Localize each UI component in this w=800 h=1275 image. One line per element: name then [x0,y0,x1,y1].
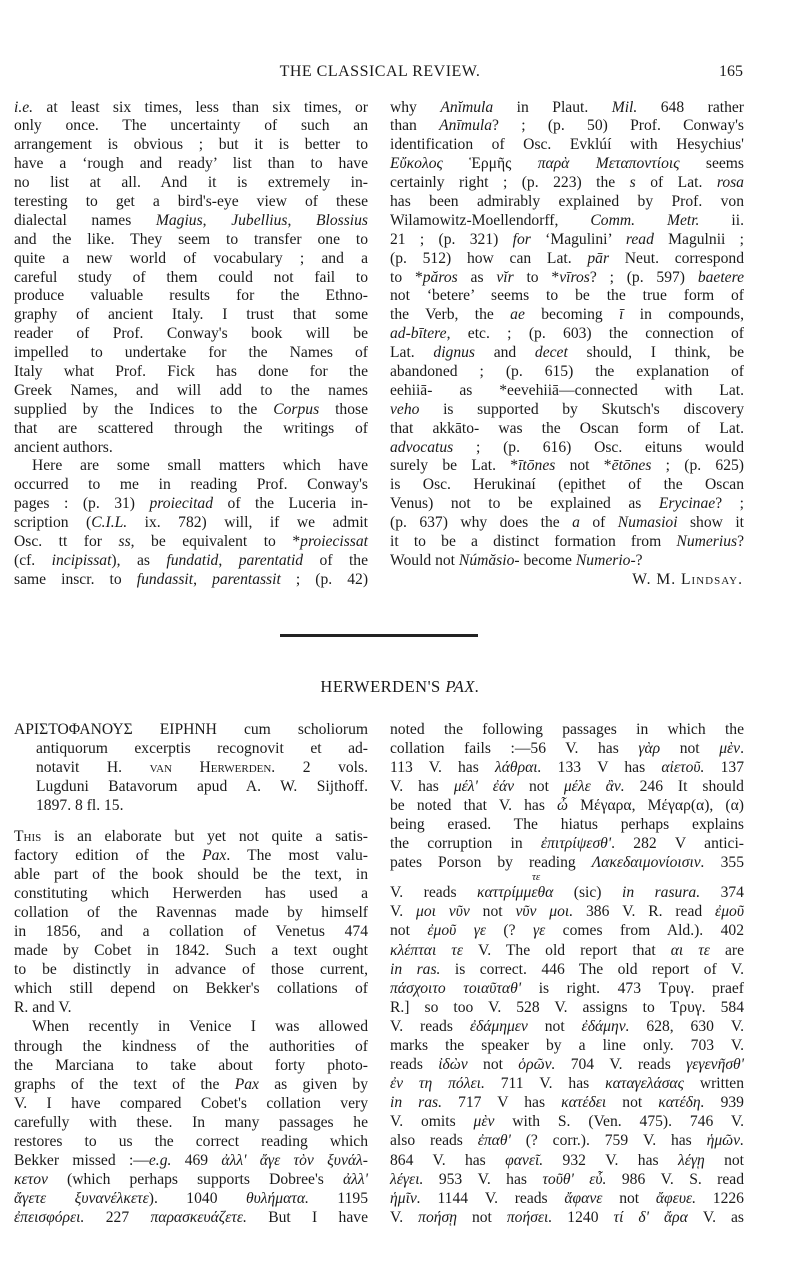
text-line: graphs of the text of the Pax as given by [14,1075,368,1093]
page-number: 165 [719,63,743,80]
text-line: ΑΡΙΣΤΟΦΑΝΟΥΣ ΕΙΡΗΝΗ cum scholiorum [14,720,368,738]
text-line: teresting to get a bird's-eye view of these [14,192,368,210]
text-line: which still depend on Bekker's collations of [14,980,368,998]
text-line: ἐπεισφόρει. 227 παρασκευάζετε. But I have [14,1209,368,1227]
text-line: to *păros as vĭr to *vīros? ; (p. 597) baetere [390,268,744,286]
text-line: why Anĭmula in Plaut. Mil. 648 rather [390,98,744,116]
text-line: being erased. The hiatus perhaps explains [390,815,744,833]
text-line: ἡμῖν. 1144 V. reads ἄφανε not ἄφευε. 1226 [390,1189,744,1207]
text-line: have a ‘rough and ready’ list than to have [14,155,368,173]
text-line: V. μοι νῦν not νῦν μοι. 386 V. R. read ἐμοῦ [390,903,744,921]
text-line: Bekker missed :—e.g. 469 ἀλλ' ἄγε τὸν ξυνάλ- [14,1152,369,1170]
text-line: restores to us the correct reading which [14,1133,368,1150]
author-signature: W. M. Lindsay. [632,571,743,588]
text-line: the Verb, the ae becoming ī in compounds, [390,306,745,324]
text-line: that are scattered through the writings of [14,419,368,437]
text-line: Would not Númăsio- become Numerio-? [390,551,643,569]
text-line: it to be a distinct formation from Numerius? [390,532,744,550]
paragraph [14,827,368,1018]
text-line: in ras. is correct. 446 The old report of V. [390,960,744,978]
text-line: 21 ; (p. 321) for ‘Magulini’ read Magulnii ; [390,230,744,248]
bottom-left-column [14,827,368,1228]
text-line: than Anīmula? ; (p. 50) Prof. Conway's [390,117,745,135]
text-line: (p. 637) why does the a of Numasioi show it [390,514,745,532]
text-line: advocatus ; (p. 616) Osc. eituns would [390,438,744,456]
text-line: i.e. at least six times, less than six times, or [14,98,368,116]
text-line: surely be Lat. *ītōnes not *ētōnes ; (p. 625) [390,457,744,475]
text-line: graphy of ancient Italy. I trust that some [14,306,368,324]
text-line: 1897. 8 fl. 15. [36,796,124,814]
text-line: that akkāto- was the Oscan form of Lat. [390,419,744,437]
article-title [0,677,800,697]
text-line: and the like. They seem to transfer one to [14,230,368,248]
text-line: certainly right ; (p. 223) the s of Lat. rosa [390,174,744,192]
text-line: V. has μέλ' ἐάν not μέλε ἂν. 246 It should [390,777,744,795]
text-line: collation of the Ravennas made by himself [14,903,368,921]
text-line: 113 V. has λάθραι. 133 V has αἰετοῦ. 137 [390,758,744,776]
text-line: carefully with these. In many passages he [14,1113,368,1131]
text-line: veho is supported by Skutsch's discovery [390,400,744,418]
text-line: V. ποήσῃ not ποήσει. 1240 τί δ' ἄρα V. as [390,1208,744,1226]
text-line: occurred to me in reading Prof. Conway's [14,476,368,494]
text-line: produce valuable results for the Ethno- [14,287,368,305]
text-line: constituting which Herwerden has used a [14,884,368,902]
text-line: also reads ἐπαθ' (? corr.). 759 V. has ἡμῶν. [390,1132,744,1150]
bottom-right-column [390,720,744,1227]
text-line: notavit H. van Herwerden. 2 vols. [36,758,368,776]
article-title-italic: PAX. [445,677,480,696]
text-line: be noted that V. has ὦ Μέγαρα, Μέγαρ(α), (α) [390,796,744,814]
text-line: ancient authors. [14,438,113,456]
paragraph [390,720,744,873]
text-line: Venus) not to be explained as Erycinae? ; [390,495,744,513]
text-line: Εὔκολος Ἑρμῆς παρὰ Μεταποντίοις seems [390,155,744,173]
text-line: abandoned ; (p. 615) the explanation of [390,362,744,380]
text-line: (cf. incipissat), as fundatid, parentatid of the [14,551,368,569]
superscript-correction: τε [532,871,541,884]
article-title-main: HERWERDEN'S [320,677,446,696]
text-line: Lat. dignus and decet should, I think, be [390,344,745,362]
text-line: V. reads καττρίμμεθα (sic) in rasura. 374 [390,884,744,902]
text-line: supplied by the Indices to the Corpus those [14,400,368,418]
text-line: quite a new world of vocabulary ; and a [14,249,368,267]
text-line: only once. The uncertainty of such an [14,117,368,135]
text-line: V. omits μὲν with S. (Ven. 475). 746 V. [390,1113,744,1131]
text-line: Here are some small matters which have [32,457,368,475]
text-line: to be distinctly in advance of those current, [14,961,368,979]
text-line: identification of Osc. Evklúí with Hesychius' [390,136,744,154]
text-line: V. I have compared Cobet's collation very [14,1094,368,1112]
paragraph [390,883,744,1227]
text-line: Lugduni Batavorum apud A. W. Sijthoff. [36,777,368,795]
text-line: made by Cobet in 1842. Such a text ought [14,942,368,960]
text-line: in ras. 717 V has κατέδει not κατέδη. 939 [390,1094,744,1112]
text-line: has been admirably explained by Prof. von [390,192,744,210]
text-line: not ἐμοῦ γε (? γε comes from Ald.). 402 [390,922,745,940]
text-line: κετον (which perhaps supports Dobree's ἀλλ' [14,1171,368,1189]
text-line: arrangement is obvious ; but it is better to [14,136,368,154]
text-line: in 1856, and a collation of Venetus 474 [14,922,368,940]
bibliographic-entry [14,720,368,815]
text-line: 864 V. has φανεῖ. 932 V. has λέγῃ not [390,1151,744,1169]
text-line: through the kindness of the authorities of [14,1037,368,1055]
text-line: impelled to undertake for the Names of [14,344,368,362]
text-line: ἄγετε ξυνανέλκετε). 1040 θυλήματα. 1195 [14,1190,368,1208]
text-line: careful study of them could not fail to [14,268,368,286]
text-line: pages : (p. 31) proiecitad of the Luceria in- [14,495,368,513]
text-line: the Marciana to take about forty photo- [14,1056,368,1074]
text-line: Italy what Prof. Fick has done for the [14,362,368,380]
paragraph [14,99,368,458]
top-left-column [14,99,368,590]
text-line: is Osc. Herukinaí (epithet of the Oscan [390,476,744,494]
bottom-right-part-a [390,720,744,873]
text-line: Greek Names, and will add to the names [14,381,368,399]
text-line: πάσχοιτο τοιαῦταθ' is right. 473 Τρυγ. praef [390,979,744,997]
text-line: marks the speaker by a line only. 703 V. [390,1037,744,1054]
text-line: R.] so too V. 528 V. assigns to Τρυγ. 584 [390,998,744,1016]
text-line: pates Porson by reading Λακεδαιμονίοισιν. 355 [390,854,745,872]
text-line: same inscr. to fundassit, parentassit ; (p. 42) [14,570,369,588]
section-divider [280,634,478,637]
text-line: ἐν τη πόλει. 711 V. has καταγελάσας written [390,1075,744,1093]
text-line: the corruption in ἐπιτρίψεσθ'. 282 V antici- [390,835,744,853]
text-line: κλέπται τε V. The old report that αι τε are [390,941,744,959]
text-line: factory edition of the Pax. The most valu- [14,846,368,864]
text-line: (p. 512) how can Lat. pār Neut. correspond [390,249,744,267]
journal-title: THE CLASSICAL REVIEW. [279,63,481,80]
running-head [0,62,800,82]
text-line: V. reads ἐδάμημεν not ἐδάμην. 628, 630 V. [390,1017,744,1035]
text-line: scription (C.I.L. ix. 782) will, if we admit [14,514,368,532]
text-line: collation fails :—56 V. has γὰρ not μὲν. [390,739,744,757]
text-line: Osc. tt for ss, be equivalent to *proiecissat [14,532,368,550]
text-line: ad-bītere, etc. ; (p. 603) the connection of [390,325,744,343]
bottom-right-part-b [390,883,744,1227]
paragraph [14,457,368,589]
text-line: reads ἰδὼν not ὁρῶν. 704 V. reads γεγενῆσθ' [390,1056,744,1074]
text-line: R. and V. [14,999,72,1017]
paragraph [14,1017,368,1227]
paragraph [390,99,744,571]
text-line: Wilamowitz-Moellendorff, Comm. Metr. ii. [390,211,744,229]
text-line: not ‘betere’ seems to be the true form of [390,287,744,305]
text-line: dialectal names Magius, Jubellius, Blossius [14,211,369,229]
text-line: reader of Prof. Conway's book will be [14,325,368,343]
text-line: antiquorum excerptis recognovit et ad- [36,739,368,757]
text-line: eehiiā- as *eevehiiā—connected with Lat. [390,381,744,399]
text-line: λέγει. 953 V. has τοῦθ' εὖ. 986 V. S. read [390,1170,744,1188]
text-line: able part of the book should be the text, in [14,865,368,883]
text-line: When recently in Venice I was allowed [32,1018,368,1036]
top-right-column [390,99,744,571]
text-line: This is an elaborate but yet not quite a satis- [14,827,368,845]
text-line: no list at all. And it is extremely in- [14,174,368,192]
text-line: noted the following passages in which the [390,720,744,738]
